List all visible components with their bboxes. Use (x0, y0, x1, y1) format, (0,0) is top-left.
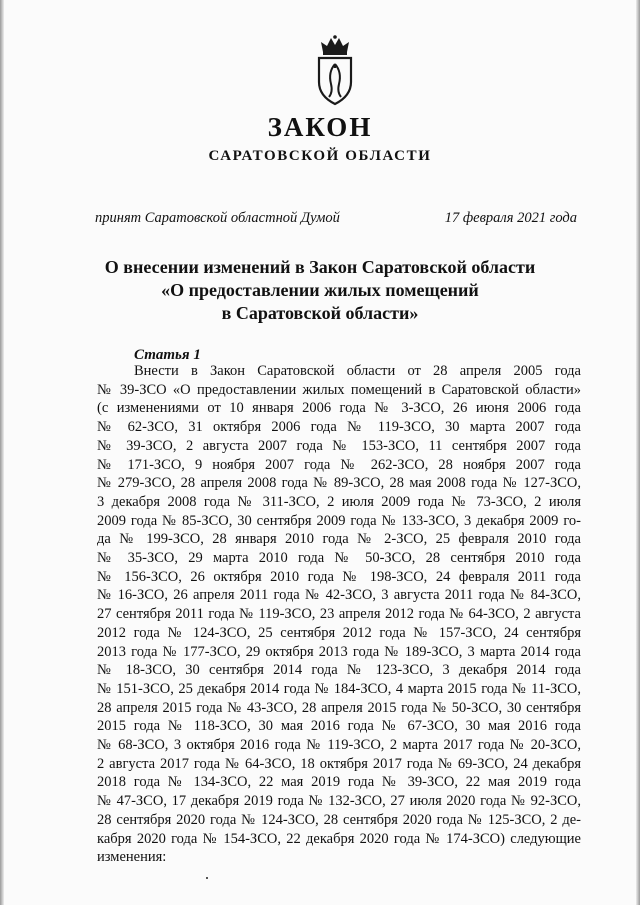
body-line: № 39-ЗСО, 2 августа 2007 года № 153-ЗСО, 11 сентября 2007 года (97, 437, 581, 454)
body-line: № 151-ЗСО, 25 декабря 2014 года № 184-ЗСО, 4 марта 2015 года № 11-ЗСО, (97, 680, 581, 697)
saratov-coat-of-arms-icon (314, 34, 356, 106)
body-line: № 171-ЗСО, 9 ноября 2007 года № 262-ЗСО, 28 ноября 2007 года (97, 456, 581, 473)
body-line: № 18-ЗСО, 30 сентября 2014 года № 123-ЗСО, 3 декабря 2014 года (97, 662, 581, 679)
body-line: № 39-ЗСО «О предоставлении жилых помещений в Саратовской области» (97, 381, 581, 398)
body-line: да № 199-ЗСО, 28 января 2010 года № 2-ЗСО, 25 февраля 2010 года (97, 531, 581, 548)
body-line: 2012 года № 124-ЗСО, 25 сентября 2012 года № 157-ЗСО, 24 сентября (97, 624, 581, 641)
article-body (97, 362, 581, 867)
body-line: № 156-ЗСО, 26 октября 2010 года № 198-ЗСО, 24 февраля 2011 года (97, 568, 581, 585)
document-heading-line: О внесении изменений в Закон Саратовской области (104, 257, 536, 277)
document-heading-line: «О предоставлении жилых помещений (161, 280, 479, 300)
body-line: Внести в Закон Саратовской области от 28 апреля 2005 года (134, 363, 581, 379)
scan-speck (206, 877, 208, 879)
document-heading-line: в Саратовской области» (221, 303, 419, 323)
body-line: 2015 года № 118-ЗСО, 30 мая 2016 года № 67-ЗСО, 30 мая 2016 года (97, 718, 581, 735)
body-line: (с изменениями от 10 января 2006 года № 3-ЗСО, 26 июня 2006 года (97, 400, 581, 417)
body-line: 28 сентября 2020 года № 124-ЗСО, 28 сентября 2020 года № 125-ЗСО, 2 де- (97, 811, 581, 828)
adoption-date: 17 февраля 2021 года (444, 210, 577, 226)
body-line: 2018 года № 134-ЗСО, 22 мая 2019 года № 39-ЗСО, 22 мая 2019 года (97, 774, 581, 791)
body-line: 2009 года № 85-ЗСО, 30 сентября 2009 года № 133-ЗСО, 3 декабря 2009 го- (97, 512, 581, 529)
document-heading (0, 256, 640, 325)
body-line: № 35-ЗСО, 29 марта 2010 года № 50-ЗСО, 28 сентября 2010 года (97, 550, 581, 567)
body-line: 28 апреля 2015 года № 43-ЗСО, 28 апреля 2015 года № 50-ЗСО, 30 сентября (97, 699, 581, 716)
body-line: № 68-ЗСО, 3 октября 2016 года № 119-ЗСО, 2 марта 2017 года № 20-ЗСО, (97, 737, 581, 754)
law-title: ЗАКОН (267, 112, 373, 142)
body-line: 27 сентября 2011 года № 119-ЗСО, 23 апреля 2012 года № 64-ЗСО, 2 августа (97, 606, 581, 623)
body-line: № 47-ЗСО, 17 декабря 2019 года № 132-ЗСО, 27 июля 2020 года № 92-ЗСО, (97, 793, 581, 810)
body-line: № 16-ЗСО, 26 апреля 2011 года № 42-ЗСО, 3 августа 2011 года № 84-ЗСО, (97, 587, 581, 604)
body-line: 3 декабря 2008 года № 311-ЗСО, 2 июля 2009 года № 73-ЗСО, 2 июля (97, 493, 581, 510)
body-line: 2 августа 2017 года № 64-ЗСО, 18 октября 2017 года № 69-ЗСО, 24 декабря (97, 755, 581, 772)
body-line: № 62-ЗСО, 31 октября 2006 года № 119-ЗСО, 30 марта 2007 года (97, 419, 581, 436)
body-line: 2013 года № 177-ЗСО, 29 октября 2013 года № 189-ЗСО, 3 марта 2014 года (97, 643, 581, 660)
body-line: кабря 2020 года № 154-ЗСО, 22 декабря 2020 года № 174-ЗСО) следующие (97, 830, 581, 847)
article-label: Статья 1 (134, 347, 201, 363)
body-line: изменения: (97, 849, 167, 866)
body-line: № 279-ЗСО, 28 апреля 2008 года № 89-ЗСО, 28 мая 2008 года № 127-ЗСО, (97, 475, 581, 492)
adopted-by-text: принят Саратовской областной Думой (95, 210, 340, 226)
law-subtitle: САРАТОВСКОЙ ОБЛАСТИ (208, 148, 432, 164)
